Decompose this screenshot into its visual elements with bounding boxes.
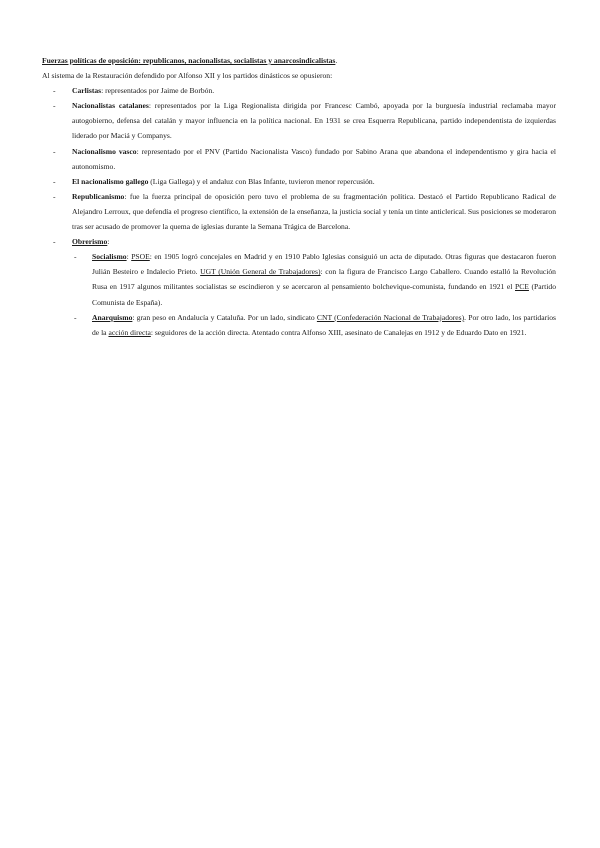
item-text: : representados por Jaime de Borbón. [101,86,215,96]
item-text: : [107,237,110,247]
item-text: : representado por el PNV (Partido Nacionalista Vasco) fundado por Sabino Arana que abandona el independentismo y gira hacia el autonomismo. [72,146,557,171]
item-text: : fue la fuerza principal de oposición pero tuvo el problema de su fragmentación política. Destacó el Partido Republicano Radical de Alejandro Lerroux, que defendía el progreso científico, la extensión de la enseñanza, la justicia social y tenía un tinte anticlerical. Sus posiciones se moderaron tras ser acusado de promover la quema de iglesias durante la Semana Trágica de Barcelona. [72,191,556,232]
bullet-dash: - [53,176,56,186]
list-item-carlistas [42,83,556,98]
item-text: : con la figura de Francisco Largo Caballero. Cuando estalló la Revolución Rusa en 1917 algunos militantes socialistas se escindieron y se acercaron al pensamiento bolchevique-comunista, fundando en 1921 el [92,267,556,292]
item-label: Carlistas [72,86,102,96]
bullet-dash: - [53,237,56,247]
bullet-dash: - [53,101,56,111]
item-label: El nacionalismo gallego [72,176,149,186]
opposition-list [42,83,556,340]
term-ugt: UGT (Unión General de Trabajadores) [200,267,321,277]
item-text: : en 1905 logró concejales en Madrid y en 1910 Pablo Iglesias consiguió un acta de diputado. Otras figuras que destacaron fueron Julián Besteiro e Indalecio Prieto. [92,252,556,277]
item-label: Anarquismo [92,312,133,322]
list-item-obrerismo [42,234,556,340]
item-label: Republicanismo [72,191,125,201]
list-item-nacionalismo-vasco [42,144,556,174]
term-pce: PCE [515,282,529,292]
term-cnt: CNT (Confederación Nacional de Trabajadores) [316,312,465,322]
list-item-nacionalistas-catalanes [42,98,556,143]
title-period: . [335,56,338,65]
bullet-dash: - [53,146,56,156]
list-item-nacionalismo-gallego [42,174,556,189]
bullet-dash: - [74,312,77,322]
intro-paragraph: Al sistema de la Restauración defendido por Alfonso XII y los partidos dinásticos se opusieron: [42,71,333,81]
document-title: Fuerzas políticas de oposición: republicanos, nacionalistas, socialistas y anarcosindicalistas [42,56,336,65]
item-label: Obrerismo [72,237,108,247]
obrerismo-sublist [72,249,556,340]
item-text: : seguidores de la acción directa. Atentado contra Alfonso XIII, asesinato de Canalejas en 1912 y de Eduardo Dato en 1921. [150,327,527,337]
item-text: : representados por la Liga Regionalista dirigida por Francesc Cambó, apoyada por la burguesía industrial reclamaba mayor autogobierno, defensa del catalán y mayor influencia en la política nacional. En 1931 se crea Esquerra Republicana, partido independentista de izquierdas liderado por Maciá y Companys. [72,101,556,141]
item-text: (Liga Gallega) y el andaluz con Blas Infante, tuvieron menor repercusión. [148,176,375,186]
list-item-republicanismo [42,189,556,234]
bullet-dash: - [53,191,56,201]
item-label: Socialismo [92,252,127,262]
item-text: : [126,252,132,262]
sublist-item-anarquismo [72,310,556,340]
term-psoe: PSOE [131,252,150,262]
bullet-dash: - [53,86,56,96]
heading-line [42,53,556,68]
sublist-item-socialismo [72,249,556,309]
item-label: Nacionalismo vasco [72,146,137,156]
item-text: (Partido Comunista de España). [92,282,556,307]
bullet-dash: - [74,252,77,262]
item-text: : gran peso en Andalucía y Cataluña. Por un lado, sindicato [132,312,317,322]
item-label: Nacionalistas catalanes [72,101,149,111]
term-accion-directa: acción directa [108,327,151,337]
item-text: . Por otro lado, los partidarios de la [92,312,556,337]
document-body [42,53,556,340]
